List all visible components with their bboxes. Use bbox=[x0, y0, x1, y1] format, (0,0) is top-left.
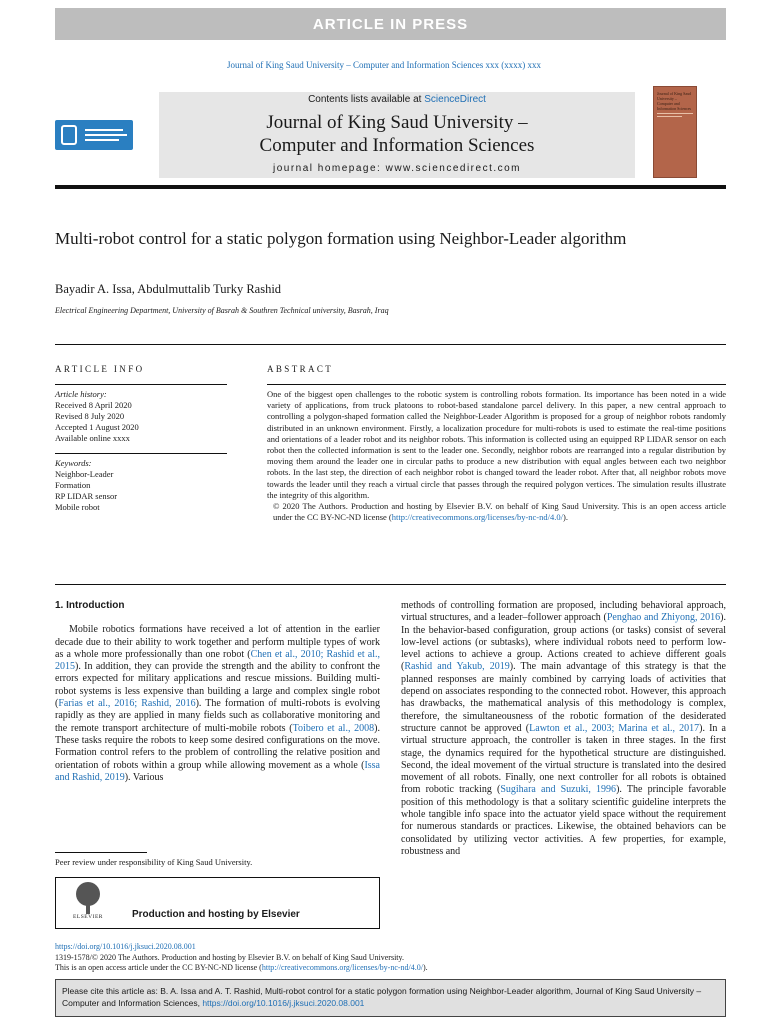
intro-paragraph-continued: methods of controlling formation are proposed, including behavioral approach, virtual structures, and a leader–follower approach (Penghao and Zhiyong, 2016). In the behavior-based configuration, group actions (or tasks) consist of several low-level actions (or subtasks), where individual robots need to perform low-level actions to achieve a group. Actions created to achieve different goals (Rashid and Yakub, 2019). The main advantage of this strategy is that the planned responses are mainly combined by carrying loads of activities that depend on associates responding to the connected robot. However, this approach has drawbacks, the mathematical analysis of this methodology is complex, therefore, the simultaneousness of the robotic formation of the desiderated structure cannot be approved (Lawton et al., 2003; Marina et al., 2017). In a virtual structure approach, the controller is taken in three stages. In the first stage, the dynamics required for the hypothetical structure are distinguished. Second, the ideal movement of the virtual structure is translated into the desired movement of all robots. Finally, one next controller for all robots is obtained from robotic tracking (Sugihara and Suzuki, 1996). The principle favorable position of this methodology is that a solitary scientific guideline interprets the whole tangible info space into the actuator yield space without the requirement for numerous standards or practices. Likewise, the obtained behaviors can be consolidated by utilizing vector activities. A few properties, for example, robustness and bbox=[401, 600, 727, 857]
article-history: Article history: Received 8 April 2020 Revised 8 July 2020 Accepted 1 August 2020 Available online xxxx bbox=[55, 389, 139, 443]
sciencedirect-link[interactable]: ScienceDirect bbox=[424, 94, 486, 105]
peer-review-note: Peer review under responsibility of King Saud University. bbox=[55, 857, 253, 867]
journal-reference-link[interactable]: Journal of King Saud University – Computer and Information Sciences xxx (xxxx) xxx bbox=[227, 60, 541, 70]
header-divider bbox=[55, 185, 726, 189]
license-link[interactable]: http://creativecommons.org/licenses/by-nc-nd/4.0/ bbox=[261, 963, 423, 972]
ksu-logo bbox=[55, 120, 133, 150]
keyword: Mobile robot bbox=[55, 502, 100, 512]
footer: https://doi.org/10.1016/j.jksuci.2020.08.001 1319-1578/© 2020 The Authors. Production and hosting by Elsevier B.V. on behalf of King Saud University. This is an open access article under the CC BY-NC-ND license (http://creativecommons.org/licenses/by-nc-nd/4.0/). bbox=[55, 942, 428, 972]
keywords: Keywords: Neighbor-Leader Formation RP LIDAR sensor Mobile robot bbox=[55, 458, 118, 512]
article-info-heading: ARTICLE INFO bbox=[55, 364, 145, 374]
journal-title: Journal of King Saud University – Computer and Information Sciences bbox=[259, 112, 535, 156]
divider bbox=[55, 344, 726, 345]
abstract-body: One of the biggest open challenges to the robotic system is controlling robots formation. Its importance has been noted in a wide variety of applications, from truck platoons to robot-based standalone parcel delivery. In this paper, a new central approach to controlling a polygon-shaped formation called the Neighbor-Leader Algorithm is proposed for a group of neighbor robots randomly distributed in an unknown environment. Firstly, a localization procedure for multi-robots is used to estimate the real-time positions and orientations of a leader robot and its neighbor robots. This information is collected using an equipped RP LIDAR sensor on each robot then the collected information is sent to the leader one. Secondly, neighbor robots are rearranged into a regular distribution by moving them around the leader one in circular paths to produce a new distribution with equal angles between each two neighbor robots. In the last step, the direction of each neighbor robot is changed toward the leader robot. After that, all neighbor robots move towards the leader until they reach a virtual circle that passes through the required polygon vertices. The simulation results illustrate the integrity of this algorithm. © 2020 The Authors. Production and hosting by Elsevier B.V. on behalf of King Saud University. This is an open access article under the CC BY-NC-ND license (http://creativecommons.org/licenses/by-nc-nd/4.0/). bbox=[267, 389, 726, 523]
license-link[interactable]: http://creativecommons.org/licenses/by-nc-nd/4.0/ bbox=[391, 512, 563, 523]
banner-text: ARTICLE IN PRESS bbox=[312, 15, 469, 33]
right-column bbox=[401, 600, 726, 858]
journal-homepage: journal homepage: www.sciencedirect.com bbox=[272, 163, 522, 174]
keyword: Neighbor-Leader bbox=[55, 469, 114, 479]
production-text: Production and hosting by Elsevier bbox=[132, 909, 300, 920]
divider bbox=[55, 453, 227, 454]
affiliation: Electrical Engineering Department, University of Basrah & Southren Technical university, Basrah, Iraq bbox=[55, 306, 389, 315]
article-in-press-banner bbox=[55, 8, 726, 40]
citation-link[interactable]: Sugihara and Suzuki, 1996 bbox=[500, 784, 617, 796]
divider bbox=[55, 584, 726, 585]
seal-icon bbox=[61, 125, 77, 145]
divider bbox=[55, 384, 227, 385]
abstract-heading: ABSTRACT bbox=[267, 364, 334, 374]
homepage-link[interactable]: www.sciencedirect.com bbox=[385, 163, 522, 174]
footnote-divider bbox=[55, 852, 147, 853]
section-heading: 1. Introduction bbox=[55, 600, 125, 611]
copyright-notice: © 2020 The Authors. Production and hosting by Elsevier B.V. on behalf of King Saud University. This is an open access article under the CC BY-NC-ND license (http://creativecommons.org/licenses/by-nc-nd/4.0/). bbox=[273, 501, 726, 523]
doi-link[interactable]: https://doi.org/10.1016/j.jksuci.2020.08.001 bbox=[202, 997, 365, 1008]
citation-box: Please cite this article as: B. A. Issa and A. T. Rashid, Multi-robot control for a static polygon formation using Neighbor-Leader algorithm, Journal of King Saud University – Computer and Information Sciences, https://doi.org/10.1016/j.jksuci.2020.08.001 bbox=[55, 979, 726, 1017]
divider bbox=[267, 384, 726, 385]
citation-link[interactable]: Farias et al., 2016; Rashid, 2016 bbox=[58, 698, 196, 710]
elsevier-box bbox=[55, 877, 380, 929]
citation-link[interactable]: Penghao and Zhiyong, 2016 bbox=[606, 612, 721, 624]
intro-paragraph: Mobile robotics formations have received a lot of attention in the earlier decade due to their ability to work together and perform multiple types of work as a whole more professionally than one robot (Chen et al., 2010; Rashid et al., 2015). In addition, they can provide the strength and the ability to confront the errors expected for military applications and rescue missions. Building multi-robot systems is less expensive than building a large and complex single robot (Farias et al., 2016; Rashid, 2016). The formation of multi-robots is evolving rapidly as they are applied in many fields such as collaborative monitoring and the remote transport architecture of multi-mobile robots (Toibero et al., 2008). These tasks require the robots to keep some desired configurations on the move. Formation control refers to the problem of controlling the relative position and orientation of robots within a group while allowing movement as a whole (Issa and Rashid, 2019). Various bbox=[55, 624, 381, 783]
left-column bbox=[55, 600, 380, 784]
citation-link[interactable]: Chen et al., 2010; Rashid et al., 2015 bbox=[55, 648, 380, 673]
journal-header bbox=[55, 92, 726, 178]
journal-masthead bbox=[159, 92, 635, 178]
journal-cover-image: Journal of King Saud University – Computer and Information Sciences bbox=[653, 86, 697, 178]
contents-line: Contents lists available at ScienceDirect bbox=[308, 94, 486, 105]
citation-link[interactable]: Lawton et al., 2003; Marina et al., 2017 bbox=[529, 722, 700, 734]
citation-link[interactable]: Toibero et al., 2008 bbox=[292, 722, 375, 734]
keyword: RP LIDAR sensor bbox=[55, 491, 118, 501]
paper-title: Multi-robot control for a static polygon formation using Neighbor-Leader algorithm bbox=[55, 229, 627, 248]
authors: Bayadir A. Issa, Abdulmuttalib Turky Rashid bbox=[55, 282, 282, 296]
keyword: Formation bbox=[55, 480, 91, 490]
citation-link[interactable]: Rashid and Yakub, 2019 bbox=[404, 661, 510, 673]
doi-link[interactable]: https://doi.org/10.1016/j.jksuci.2020.08.001 bbox=[55, 942, 196, 951]
citation-link[interactable]: Issa and Rashid, 2019 bbox=[55, 759, 380, 783]
elsevier-tree-icon: ELSEVIER bbox=[70, 882, 106, 922]
